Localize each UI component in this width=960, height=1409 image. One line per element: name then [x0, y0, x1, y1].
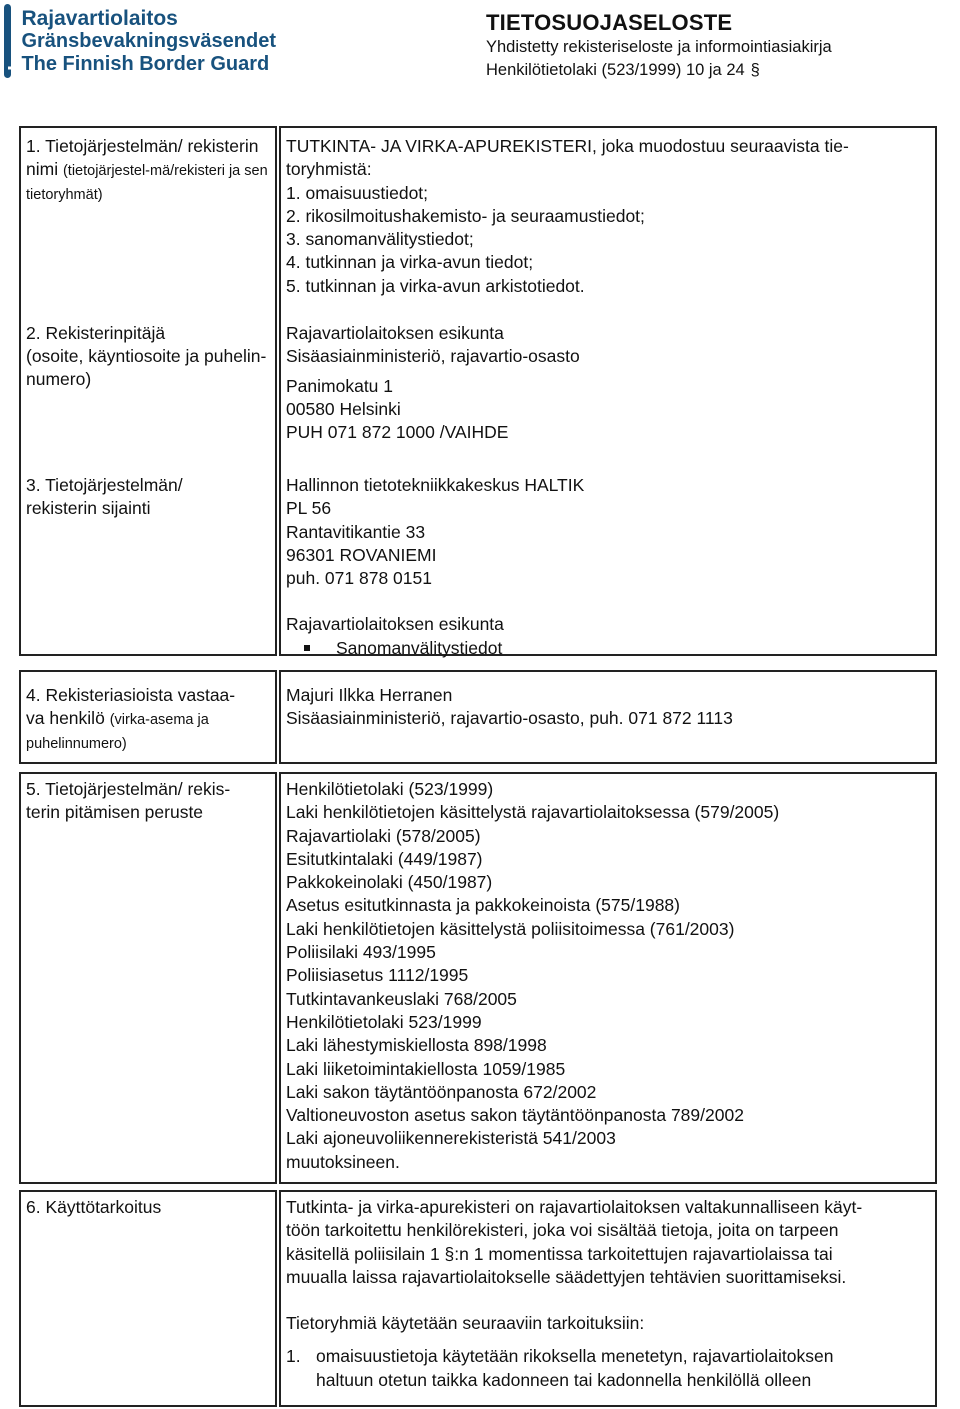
section-3-label-line1: 3. Tietojärjestelmän/ — [26, 475, 183, 495]
section-1-content — [282, 135, 932, 298]
purpose-list-item-continued — [282, 1369, 932, 1392]
location-line: 96301 ROVANIEMI — [286, 544, 437, 565]
bullet-item-text: Sanomanvälitystiedot — [336, 637, 503, 658]
data-group-item: 1. omaisuustiedot; — [286, 182, 429, 203]
legal-basis-line: Laki henkilötietojen käsittelystä rajavartiolaitoksessa (579/2005) — [286, 802, 780, 823]
legal-basis-line: Henkilötietolaki (523/1999) — [286, 779, 494, 799]
section-1-label-main: 1. Tietojärjestelmän/ rekisterin nimi — [26, 136, 259, 179]
section-6-content — [282, 1196, 932, 1392]
legal-basis-line: muutoksineen. — [286, 1151, 400, 1172]
purpose-paragraph-line: käsitellä poliisilain 1 §:n 1 momentissa tarkoitettujen rajavartiolaissa tai — [286, 1243, 833, 1264]
section-5 — [22, 778, 272, 824]
logo-line-finnish: Rajavartiolaitos — [21, 6, 178, 30]
section-6 — [22, 1196, 272, 1219]
data-group-item: 4. tutkinnan ja virka-avun tiedot; — [286, 252, 534, 273]
contact-person: Majuri Ilkka Herranen — [286, 685, 453, 705]
data-group-item: 3. sanomanvälitystiedot; — [286, 229, 474, 250]
document-title: TIETOSUOJASELOSTE — [486, 10, 733, 35]
legal-basis-line: Asetus esitutkinnasta ja pakkokeinoista (575/1988) — [286, 895, 680, 916]
section-1 — [22, 135, 272, 206]
left-cell-border-4 — [19, 1190, 277, 1407]
section-2-content — [282, 322, 932, 444]
location-org: Rajavartiolaitoksen esikunta — [286, 614, 504, 635]
location-line: puh. 071 878 0151 — [286, 568, 432, 589]
list-item-line1: omaisuustietoja käytetään rikoksella menetetyn, rajavartiolaitoksen — [316, 1346, 834, 1367]
section-4-label-note: (virka-asema ja puhelinnumero) — [26, 712, 209, 752]
legal-basis-line: Laki ajoneuvoliikennerekisteristä 541/2003 — [286, 1128, 616, 1149]
section-4 — [22, 684, 272, 755]
purpose-paragraph-line: muualla laissa rajavartiolaitokselle säädettyjen tehtävien suorittamiseksi. — [286, 1266, 847, 1287]
legal-basis-line: Laki sakon täytäntöönpanosta 672/2002 — [286, 1081, 597, 1102]
document-law-reference — [486, 59, 832, 82]
section-4-label-text: va henkilö — [26, 708, 105, 728]
contact-details: Sisäasiainministeriö, rajavartio-osasto, puh. 071 872 1113 — [286, 708, 733, 729]
list-item-line2: haltuun otetun taikka kadonneen tai kadonnella henkilöllä olleen — [316, 1369, 812, 1390]
section-2-label-note: (osoite, käyntiosoite ja puhelin-numero) — [26, 346, 267, 389]
controller-line: PUH 071 872 1000 /VAIHDE — [286, 422, 509, 443]
section-4-label-line1: 4. Rekisteriasioista vastaa- — [26, 685, 236, 705]
section-5-content — [282, 778, 932, 1174]
controller-line: 00580 Helsinki — [286, 398, 401, 419]
section-1-intro-line2: toryhmistä: — [286, 159, 372, 180]
section-6-label: 6. Käyttötarkoitus — [26, 1197, 162, 1217]
section-3-label-line2: rekisterin sijainti — [26, 498, 151, 518]
section-5-label-line2: terin pitämisen peruste — [26, 802, 204, 822]
legal-basis-line: Poliisiasetus 1112/1995 — [286, 965, 469, 986]
legal-basis-line: Valtioneuvoston asetus sakon täytäntöönpanosta 789/2002 — [286, 1105, 744, 1126]
legal-basis-line: Esitutkintalaki (449/1987) — [286, 848, 483, 869]
legal-basis-line: Poliisilaki 493/1995 — [286, 942, 436, 963]
document-heading — [486, 10, 832, 82]
data-group-item: 5. tutkinnan ja virka-avun arkistotiedot. — [286, 275, 585, 296]
section-4-label-line2 — [22, 707, 272, 755]
controller-line: Rajavartiolaitoksen esikunta — [286, 323, 504, 343]
legal-basis-line: Rajavartiolaki (578/2005) — [286, 825, 481, 846]
purpose-intro: Tietoryhmiä käytetään seuraaviin tarkoituksiin: — [286, 1313, 645, 1334]
purpose-paragraph-line: töön tarkoitettu henkilörekisteri, joka voi sisältää tietoja, joita on tarpeen — [286, 1220, 839, 1241]
organization-logo — [4, 0, 276, 82]
location-bullet-item — [282, 637, 932, 660]
document-subtitle: Yhdistetty rekisteriseloste ja informointiasiakirja — [486, 38, 832, 56]
law-reference-text: Henkilötietolaki (523/1999) 10 ja 24 — [486, 61, 745, 79]
legal-basis-line: Laki liiketoimintakiellosta 1059/1985 — [286, 1058, 566, 1079]
section-sign: § — [750, 61, 760, 79]
location-line: Hallinnon tietotekniikkakeskus HALTIK — [286, 475, 585, 495]
section-4-content — [282, 684, 932, 731]
data-group-item: 2. rikosilmoitushakemisto- ja seuraamustiedot; — [286, 205, 645, 226]
section-5-label-line1: 5. Tietojärjestelmän/ rekis- — [26, 779, 231, 799]
legal-basis-line: Laki lähestymiskiellosta 898/1998 — [286, 1035, 547, 1056]
purpose-list-item — [282, 1345, 932, 1368]
section-3-content — [282, 474, 932, 660]
section-2 — [22, 322, 272, 391]
logo-line-english: The Finnish Border Guard — [21, 52, 270, 75]
lion-emblem-icon — [4, 4, 11, 78]
bullet-icon — [304, 645, 310, 651]
list-number: 1. — [286, 1346, 301, 1367]
section-1-intro-line1: TUTKINTA- JA VIRKA-APUREKISTERI, joka muodostuu seuraavista tie- — [286, 136, 849, 156]
legal-basis-line: Tutkintavankeuslaki 768/2005 — [286, 988, 517, 1009]
page-header — [0, 0, 960, 100]
purpose-paragraph-line: Tutkinta- ja virka-apurekisteri on rajavartiolaitoksen valtakunnalliseen käyt- — [286, 1197, 863, 1217]
location-line: Rantavitikantie 33 — [286, 521, 426, 542]
location-line: PL 56 — [286, 498, 332, 519]
controller-line: Panimokatu 1 — [286, 375, 394, 396]
section-1-label — [22, 135, 272, 206]
controller-line: Sisäasiainministeriö, rajavartio-osasto — [286, 346, 580, 367]
section-1-label-note: (tietojärjestel-mä/rekisteri ja sen tietoryhmät) — [26, 163, 268, 203]
legal-basis-line: Henkilötietolaki 523/1999 — [286, 1011, 482, 1032]
section-2-label-main: 2. Rekisterinpitäjä — [26, 323, 166, 343]
section-3 — [22, 474, 272, 520]
logo-line-swedish: Gränsbevakningsväsendet — [21, 29, 276, 52]
legal-basis-line: Laki henkilötietojen käsittelystä poliisitoimessa (761/2003) — [286, 918, 735, 939]
legal-basis-line: Pakkokeinolaki (450/1987) — [286, 872, 493, 893]
left-cell-border-3 — [19, 772, 277, 1184]
